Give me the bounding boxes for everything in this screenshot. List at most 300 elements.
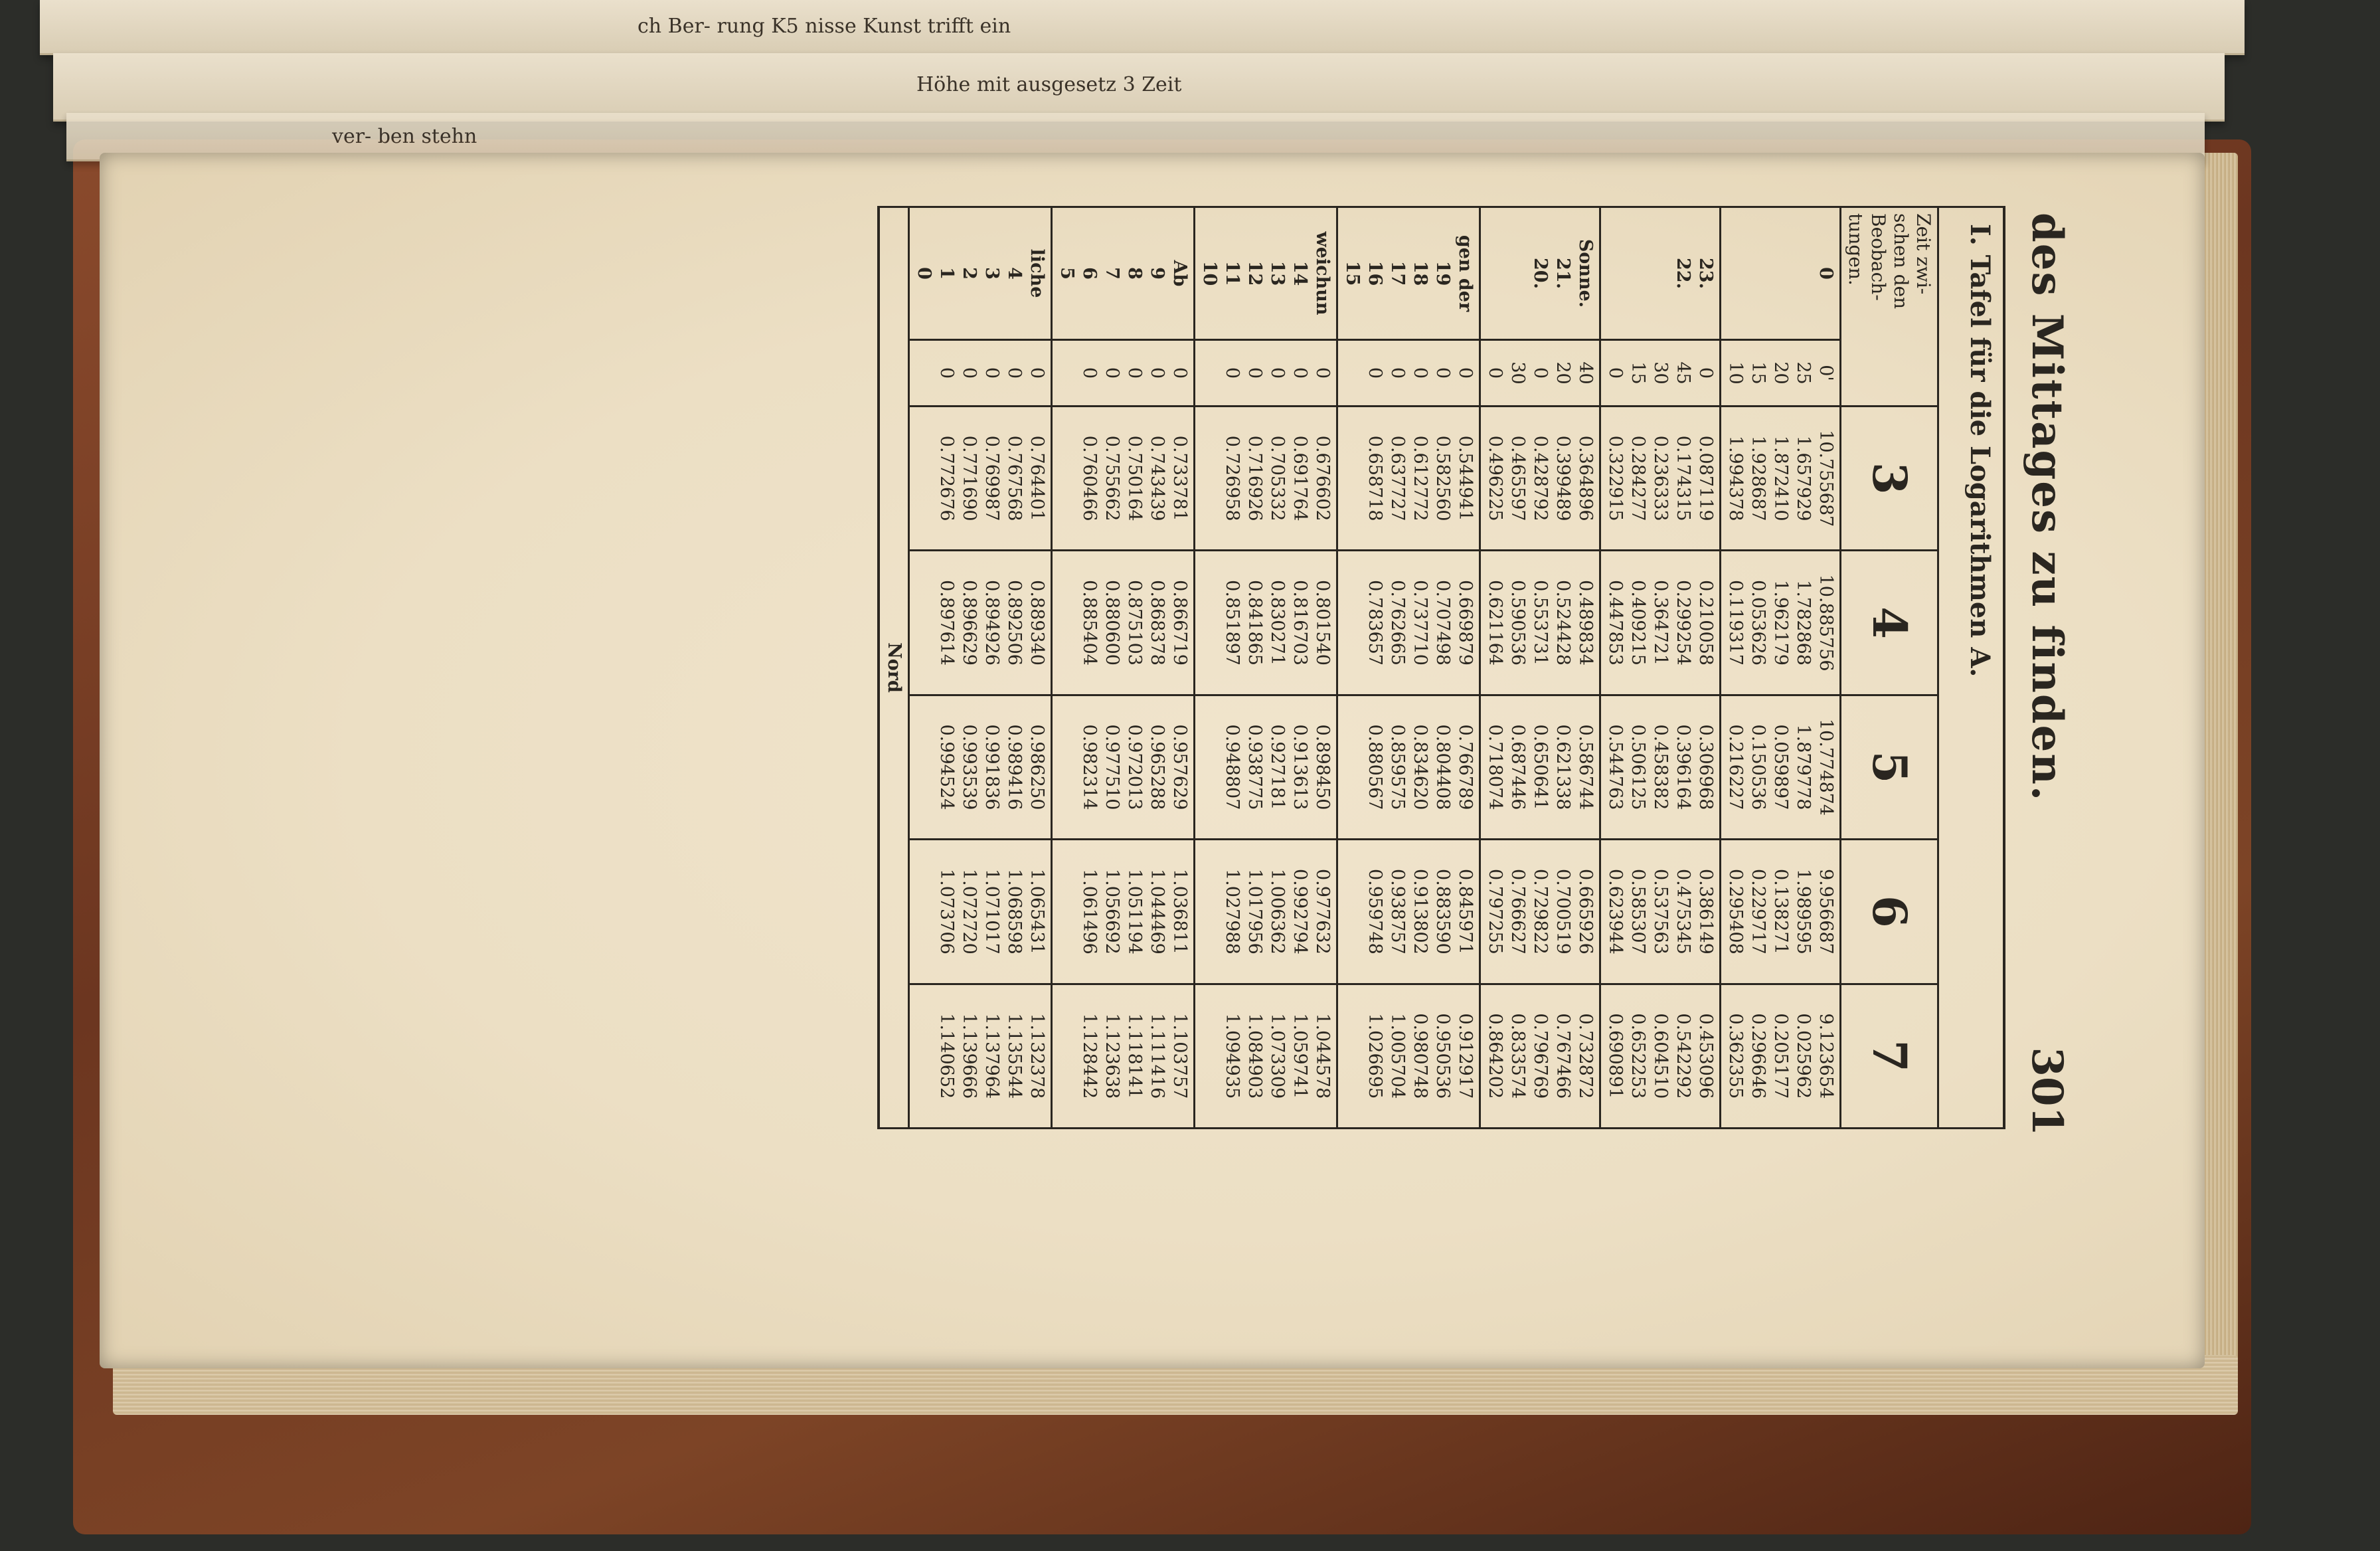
minute-value: 20 [1553,361,1573,385]
table-cell: 0.524428 [1553,580,1573,666]
table-cell: 1.059741 [1290,1013,1310,1099]
group-label: gen der [1455,234,1476,312]
table-cell: 1.056692 [1102,868,1122,955]
minute-value: 45 [1673,361,1693,385]
group-label: Sonne. [1575,238,1596,308]
minute-value: 0 [1102,367,1122,379]
table-cell: 0.700519 [1553,868,1573,955]
minute-value: 0 [981,367,1002,379]
table-cell: 0.465597 [1507,435,1528,521]
table-cell: 0.669879 [1455,580,1476,666]
log-column-3 [1600,407,1721,551]
minute-value: 20 [1770,361,1791,385]
minute-value: 0 [1124,367,1145,379]
log-column-3 [1337,407,1480,551]
table-cell: 0.897614 [936,580,957,666]
log-column-5 [1480,695,1600,839]
table-cell: 0.797255 [1485,868,1505,955]
table-cell: 0.621164 [1485,580,1505,666]
table-cell: 0.299254 [1673,580,1693,666]
table-cell: 0.138271 [1770,868,1791,955]
table-cell: 1.128442 [1079,1013,1100,1099]
table-cell: 0.707498 [1432,580,1453,666]
strip-text: Höhe mit ausgesetz 3 Zeit [916,73,1182,96]
table-cell: 0.880567 [1365,724,1385,810]
table-cell: 0.743439 [1147,435,1167,521]
group-label-cell [1480,207,1600,340]
folded-page-strip [53,53,2225,122]
table-cell: 0.590536 [1507,580,1528,666]
group-label-cell [1052,207,1195,340]
table-cell: 0.994524 [936,724,957,810]
group-label: weichun [1312,231,1333,316]
table-cell: 0.582560 [1432,435,1453,521]
minute-column [1600,340,1721,407]
table-cell: 0.119317 [1725,580,1746,666]
hour-value: 23. [1695,258,1716,289]
hour-value: 2 [959,267,979,280]
hour-value: 16 [1365,260,1385,286]
table-cell: 0.841865 [1244,580,1265,666]
minute-value: 0 [1530,367,1551,379]
table-cell: 1.118141 [1124,1013,1145,1099]
hour-value: 22. [1673,258,1693,289]
minute-value: 0 [1169,367,1190,379]
minute-value: 0 [1147,367,1167,379]
group-label-cell [909,207,1052,340]
table-cell: 0.604510 [1650,1013,1671,1099]
hour-value: 4 [1004,267,1025,280]
table-cell: 0.652253 [1628,1013,1648,1099]
table-cell: 0.972013 [1124,724,1145,810]
minute-value: 0 [1455,367,1476,379]
minute-value: 30 [1507,361,1528,385]
minute-value: 10 [1725,361,1746,385]
minute-value: 0 [1267,367,1288,379]
minute-value: 0 [1290,367,1310,379]
table-cell: 1.657929 [1793,435,1814,521]
log-column-7 [1337,984,1480,1128]
table-cell: 0.772676 [936,435,957,521]
table-cell: 1.026695 [1365,1013,1385,1099]
header-line: Beobach- [1867,213,1889,301]
table-cell: 0.767568 [1004,435,1025,521]
log-column-5 [909,695,1052,839]
column-header-3: 3 [1841,407,1938,551]
logarithm-table [877,206,2005,1129]
hour-value: 14 [1290,260,1310,286]
minute-value: 15 [1628,361,1648,385]
strip-text: ch Ber- rung K5 nisse Kunst trifft ein [638,15,1011,38]
log-column-5 [1337,695,1480,839]
table-cell: 0.284277 [1628,435,1648,521]
log-column-4 [1052,551,1195,695]
minute-column [1195,340,1337,407]
strip-text: ver- ben stehn [332,125,477,148]
table-cell: 0.750164 [1124,435,1145,521]
table-cell: 1.006362 [1267,868,1288,955]
table-cell: 1.051194 [1124,868,1145,955]
table-cell: 0.859575 [1387,724,1408,810]
hour-value: 20. [1530,258,1551,289]
table-cell: 0.537563 [1650,868,1671,955]
table-cell: 0.409215 [1628,580,1648,666]
log-column-6 [1600,840,1721,984]
log-column-6 [1721,840,1841,984]
minute-column [1721,340,1841,407]
table-cell: 1.103757 [1169,1013,1190,1099]
table-cell: 1.017956 [1244,868,1265,955]
table-cell: 0.894926 [981,580,1002,666]
column-header-4: 4 [1841,551,1938,695]
table-row-group [1721,207,1841,1129]
log-column-3 [1480,407,1600,551]
minute-value: 0 [1004,367,1025,379]
table-cell: 0.496225 [1485,435,1505,521]
minute-column [1337,340,1480,407]
log-column-7 [1195,984,1337,1128]
table-cell: 0.396164 [1673,724,1693,810]
minute-column [1052,340,1195,407]
log-column-6 [1052,840,1195,984]
table-cell: 0.851897 [1222,580,1242,666]
table-cell: 0.229717 [1748,868,1768,955]
page-header [2019,186,2098,1156]
table-cell: 0.989416 [1004,724,1025,810]
log-column-4 [1195,551,1337,695]
minute-value: 40 [1575,361,1596,385]
table-cell: 0.059897 [1770,724,1791,810]
table-cell: 1.879778 [1793,724,1814,810]
table-cell: 0.453096 [1695,1013,1716,1099]
table-cell: 0.980748 [1410,1013,1430,1099]
column-header-5: 5 [1841,695,1938,839]
header-line: Zeit zwi- [1912,213,1934,295]
hour-value: 0 [914,267,934,280]
table-row-group [1052,207,1195,1129]
table-cell: 1.065431 [1027,868,1047,955]
log-column-6 [1337,840,1480,984]
minute-value: 0 [1410,367,1430,379]
table-cell: 1.044578 [1312,1013,1333,1099]
table-cell: 0.586744 [1575,724,1596,810]
minute-value: 0 [1432,367,1453,379]
group-label-cell [1337,207,1480,340]
log-column-7 [1721,984,1841,1128]
table-cell: 0.174315 [1673,435,1693,521]
log-column-6 [1480,840,1600,984]
table-cell: 0.991836 [981,724,1002,810]
minute-column [1480,340,1600,407]
table-cell: 1.137964 [981,1013,1002,1099]
table-cell: 0.732872 [1575,1013,1596,1099]
table-caption: I. Tafel für die Logarithmen A. [1938,207,2005,1129]
table-cell: 0.362355 [1725,1013,1746,1099]
table-cell: 1.994378 [1725,435,1746,521]
table-cell: 0.875103 [1124,580,1145,666]
table-cell: 1.140652 [936,1013,957,1099]
log-column-5 [1052,695,1195,839]
table-cell: 0.769987 [981,435,1002,521]
hour-value: 15 [1342,260,1363,286]
folded-page-strip [40,0,2245,55]
minute-value: 0 [1027,367,1047,379]
minute-value: 0' [1816,365,1836,381]
table-cell: 0.885404 [1079,580,1100,666]
hour-value: 5 [1057,267,1077,280]
table-cell: 0.913613 [1290,724,1310,810]
log-column-4 [1600,551,1721,695]
table-cell: 0.959748 [1365,868,1385,955]
table-cell: 1.094935 [1222,1013,1242,1099]
table-cell: 0.542292 [1673,1013,1693,1099]
table-cell: 0.687446 [1507,724,1528,810]
table-group-label-row [879,207,909,1129]
hour-value: 18 [1410,260,1430,286]
table-cell: 0.637727 [1387,435,1408,521]
table-cell: 0.726958 [1222,435,1242,521]
table-row-group [1195,207,1337,1129]
minute-value: 0 [1485,367,1505,379]
table-cell: 0.428792 [1530,435,1551,521]
table-cell: 0.447853 [1605,580,1626,666]
table-cell: 1.084903 [1244,1013,1265,1099]
table-cell: 0.992794 [1290,868,1310,955]
table-cell: 0.796769 [1530,1013,1551,1099]
hour-value: 19 [1432,260,1453,286]
table-cell: 1.068598 [1004,868,1025,955]
table-cell: 0.621338 [1553,724,1573,810]
column-header-6: 6 [1841,840,1938,984]
log-column-5 [1195,695,1337,839]
table-cell: 0.833574 [1507,1013,1528,1099]
table-cell: 0.766627 [1507,868,1528,955]
table-cell: 0.898450 [1312,724,1333,810]
log-column-7 [1600,984,1721,1128]
table-row-group [909,207,1052,1129]
table-cell: 10.885756 [1816,574,1836,672]
minute-value: 0 [1312,367,1333,379]
hour-value: 13 [1267,260,1288,286]
minute-value: 0 [1244,367,1265,379]
table-cell: 1.139666 [959,1013,979,1099]
hour-value: 1 [936,267,957,280]
table-cell: 0.716926 [1244,435,1265,521]
table-cell: 0.801540 [1312,580,1333,666]
table-cell: 1.073309 [1267,1013,1288,1099]
minute-value: 0 [1695,367,1716,379]
table-cell: 0.210058 [1695,580,1716,666]
table-cell: 0.804408 [1432,724,1453,810]
table-cell: 1.132378 [1027,1013,1047,1099]
table-cell: 0.458382 [1650,724,1671,810]
minute-column [909,340,1052,407]
group-label: Nord [879,207,909,1129]
first-column-header [1841,207,1938,407]
table-cell: 0.762665 [1387,580,1408,666]
log-column-5 [1721,695,1841,839]
log-column-6 [1195,840,1337,984]
table-cell: 0.295408 [1725,868,1746,955]
table-cell: 0.087119 [1695,435,1716,521]
minute-value: 25 [1793,361,1814,385]
minute-value: 0 [936,367,957,379]
group-label: liche [1027,248,1047,298]
table-cell: 1.782868 [1793,580,1814,666]
log-column-3 [1195,407,1337,551]
table-cell: 0.783657 [1365,580,1385,666]
group-label-cell [1600,207,1721,340]
table-cell: 0.650641 [1530,724,1551,810]
table-cell: 0.690891 [1605,1013,1626,1099]
table-row-group [1600,207,1721,1129]
table-cell: 0.982314 [1079,724,1100,810]
table-cell: 0.665926 [1575,868,1596,955]
table-cell: 1.071017 [981,868,1002,955]
table-cell: 0.764401 [1027,435,1047,521]
page-title: des Mittages zu finden. [2022,213,2072,802]
table-cell: 0.868378 [1147,580,1167,666]
log-column-7 [909,984,1052,1128]
table-cell: 9.956687 [1816,868,1836,955]
table-cell: 0.767466 [1553,1013,1573,1099]
table-cell: 0.544941 [1455,435,1476,521]
table-row-group [1337,207,1480,1129]
table-cell: 0.880600 [1102,580,1122,666]
table-cell: 0.705332 [1267,435,1288,521]
hour-value: 10 [1199,260,1220,286]
table-cell: 0.892506 [1004,580,1025,666]
table-cell: 0.889340 [1027,580,1047,666]
hour-value: 6 [1079,267,1100,280]
table-cell: 0.912917 [1455,1013,1476,1099]
table-cell: 10.755687 [1816,430,1836,527]
table-cell: 0.658718 [1365,435,1385,521]
table-cell: 0.957629 [1169,724,1190,810]
table-cell: 0.506125 [1628,724,1648,810]
log-column-3 [909,407,1052,551]
table-cell: 0.913802 [1410,868,1430,955]
hour-value: 12 [1244,260,1265,286]
table-cell: 0.830271 [1267,580,1288,666]
table-cell: 0.364896 [1575,435,1596,521]
table-cell: 0.845971 [1455,868,1476,955]
table-cell: 0.205177 [1770,1013,1791,1099]
table-row-group [1480,207,1600,1129]
table-cell: 0.733781 [1169,435,1190,521]
minute-value: 0 [1387,367,1408,379]
table-cell: 0.544763 [1605,724,1626,810]
hour-value: 9 [1147,267,1167,280]
table-cell: 0.296646 [1748,1013,1768,1099]
log-column-7 [1052,984,1195,1128]
table-cell: 0.322915 [1605,435,1626,521]
hour-value: 8 [1124,267,1145,280]
table-cell: 1.061496 [1079,868,1100,955]
table-cell: 0.896629 [959,580,979,666]
table-cell: 0.399489 [1553,435,1573,521]
table-cell: 1.073706 [936,868,957,955]
log-column-3 [1052,407,1195,551]
table-cell: 0.053626 [1748,580,1768,666]
header-line: tungen. [1845,213,1867,286]
table-cell: 1.072720 [959,868,979,955]
table-cell: 0.729822 [1530,868,1551,955]
table-cell: 10.774874 [1816,718,1836,816]
table-cell: 0.834620 [1410,724,1430,810]
log-column-4 [1480,551,1600,695]
table-cell: 1.111416 [1147,1013,1167,1099]
hour-value: 17 [1387,260,1408,286]
table-cell: 0.993539 [959,724,979,810]
table-cell: 0.236333 [1650,435,1671,521]
minute-value: 0 [1365,367,1385,379]
table-cell: 1.962179 [1770,580,1791,666]
table-cell: 0.306968 [1695,724,1716,810]
table-cell: 0.737710 [1410,580,1430,666]
hour-value: 3 [981,267,1002,280]
table-cell: 0.755662 [1102,435,1122,521]
table-cell: 1.044469 [1147,868,1167,955]
page-number: 301 [2022,1047,2072,1136]
table-cell: 9.123654 [1816,1013,1836,1099]
table-cell: 1.123638 [1102,1013,1122,1099]
minute-value: 0 [1222,367,1242,379]
header-line: schen den [1890,213,1912,310]
log-column-7 [1480,984,1600,1128]
table-cell: 1.005704 [1387,1013,1408,1099]
table-cell: 1.928687 [1748,435,1768,521]
log-column-3 [1721,407,1841,551]
minute-value: 30 [1650,361,1671,385]
table-cell: 0.760466 [1079,435,1100,521]
group-label-cell [1721,207,1841,340]
table-cell: 0.977632 [1312,868,1333,955]
table-cell: 0.938757 [1387,868,1408,955]
table-cell: 0.364721 [1650,580,1671,666]
table-cell: 0.489834 [1575,580,1596,666]
table-cell: 0.676602 [1312,435,1333,521]
table-cell: 0.986250 [1027,724,1047,810]
table-cell: 0.025962 [1793,1013,1814,1099]
table-cell: 0.623944 [1605,868,1626,955]
table-cell: 0.883590 [1432,868,1453,955]
table-cell: 0.866719 [1169,580,1190,666]
log-column-4 [909,551,1052,695]
group-label: Ab [1169,260,1190,287]
table-cell: 0.816703 [1290,580,1310,666]
table-cell: 0.386149 [1695,868,1716,955]
log-column-4 [1337,551,1480,695]
table-cell: 0.718074 [1485,724,1505,810]
table-cell: 1.135544 [1004,1013,1025,1099]
column-header-7: 7 [1841,984,1938,1128]
hour-value: 11 [1222,260,1242,286]
table-cell: 0.927181 [1267,724,1288,810]
table-cell: 0.585307 [1628,868,1648,955]
table-cell: 0.216227 [1725,724,1746,810]
table-cell: 1.036811 [1169,868,1190,955]
table-cell: 0.948807 [1222,724,1242,810]
table-cell: 1.872410 [1770,435,1791,521]
table-cell: 0.950536 [1432,1013,1453,1099]
minute-value: 0 [1605,367,1626,379]
table-cell: 0.691764 [1290,435,1310,521]
minute-value: 0 [1079,367,1100,379]
table-cell: 0.475345 [1673,868,1693,955]
minute-value: 15 [1748,361,1768,385]
group-label-cell [1195,207,1337,340]
